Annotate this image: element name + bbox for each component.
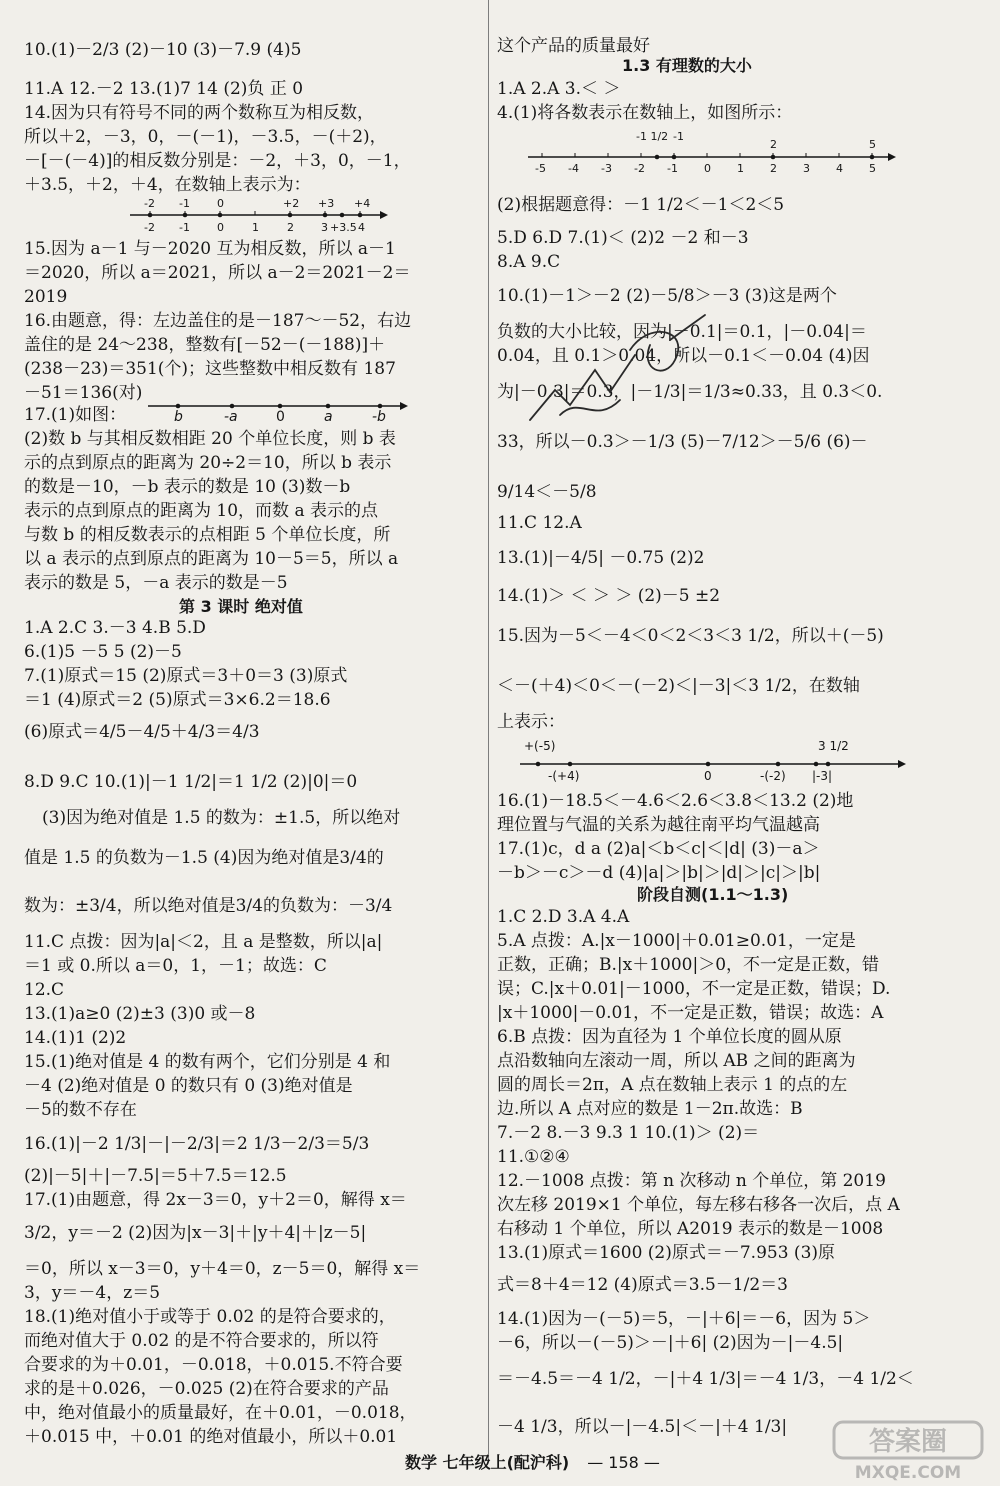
- l14-bottom-label: -2: [144, 221, 155, 234]
- left-text-line: －4 (2)绝对值是 0 的数只有 0 (3)绝对值是: [24, 1076, 353, 1096]
- l14-bottom-label: 4: [358, 221, 365, 234]
- l14-bottom-label: +3.5: [330, 221, 357, 234]
- l14-top-label: +4: [354, 197, 371, 210]
- left-text-line: ＝0，所以 x－3＝0，y＋4＝0，z－5＝0，解得 x＝: [24, 1259, 421, 1279]
- right-text-line: ＝－4.5＝－4 1/2，－|＋4 1/3|＝－4 1/3，－4 1/2＜: [497, 1369, 914, 1389]
- left-text-line: 17.(1)由题意，得 2x－3＝0，y＋2＝0，解得 x＝: [24, 1190, 407, 1210]
- left-text-line: 值是 1.5 的负数为－1.5 (4)因为绝对值是3/4的: [24, 848, 384, 868]
- l14-top-label: +2: [283, 197, 300, 210]
- right-text-line: 11.C 12.A: [497, 513, 582, 533]
- right-text-line: 点沿数轴向左滚动一周，所以 AB 之间的距离为: [497, 1051, 856, 1071]
- l14-bottom-label: 3: [321, 221, 328, 234]
- left-text-line: (3)因为绝对值是 1.5 的数为：±1.5，所以绝对: [42, 808, 401, 828]
- r15-bottom-label: 0: [704, 769, 712, 783]
- l17-label: 0: [276, 409, 285, 424]
- left-text-line: 17.(1)如图：: [24, 405, 127, 425]
- left-text-line: (6)原式＝4/5－4/5＋4/3＝4/3: [24, 722, 260, 742]
- left-text-line: ＝1 或 0.所以 a＝0，1，－1；故选：C: [24, 956, 327, 976]
- r15-bottom-label: -(-2): [760, 769, 786, 783]
- right-text-line: 1.3 有理数的大小: [622, 56, 752, 75]
- r4-bottom-label: -4: [568, 162, 579, 175]
- left-text-line: ＋3.5，＋2，＋4，在数轴上表示为：: [24, 175, 311, 195]
- right-text-line: 13.(1)原式＝1600 (2)原式＝－7.953 (3)原: [497, 1243, 836, 1263]
- left-text-line: －51＝136(对): [24, 383, 143, 403]
- left-text-line: 3/2，y＝－2 (2)因为|x－3|＋|y＋4|＋|z－5|: [24, 1223, 367, 1243]
- left-text-line: 2019: [24, 287, 68, 307]
- right-text-line: 12.－1008 点拨：第 n 次移动 n 个单位，第 2019: [497, 1171, 886, 1191]
- l14-bottom-label: 2: [287, 221, 294, 234]
- r15-top-label: 3 1/2: [818, 739, 849, 753]
- left-text-line: 表示的数是 5，－a 表示的数是－5: [24, 573, 288, 593]
- right-text-line: (2)根据题意得：－1 1/2＜－1＜2＜5: [497, 195, 785, 215]
- right-text-line: 8.A 9.C: [497, 252, 561, 272]
- r4-top-label: -1 1/2: [636, 130, 669, 143]
- left-text-line: 11.A 12.－2 13.(1)7 14 (2)负 正 0: [24, 79, 304, 99]
- left-text-line: 7.(1)原式＝15 (2)原式＝3＋0＝3 (3)原式: [24, 666, 348, 686]
- left-text-line: 8.D 9.C 10.(1)|－1 1/2|＝1 1/2 (2)|0|＝0: [24, 772, 358, 792]
- right-text-line: 边.所以 A 点对应的数是 1－2π.故选：B: [497, 1099, 803, 1119]
- right-text-line: 13.(1)|－4/5| －0.75 (2)2: [497, 548, 705, 568]
- r4-bottom-label: 5: [869, 162, 876, 175]
- r4-top-label: -1: [673, 130, 684, 143]
- page-number: — 158 —: [587, 1453, 660, 1472]
- left-text-line: ＋0.015 中，＋0.01 的绝对值最小，所以＋0.01: [24, 1427, 398, 1447]
- l14-top-label: -1: [179, 197, 190, 210]
- right-text-line: 4.(1)将各数表示在数轴上，如图所示：: [497, 103, 793, 123]
- right-text-line: 理位置与气温的关系为越往南平均气温越高: [497, 815, 820, 835]
- right-text-line: 次左移 2019×1 个单位，每左移右移各一次后，点 A: [497, 1195, 900, 1215]
- left-text-line: 3，y＝－4，z＝5: [24, 1283, 161, 1303]
- right-text-line: －b＞－c＞－d (4)|a|＞|b|＞|d|＞|c|＞|b|: [497, 863, 821, 883]
- left-text-line: 15.(1)绝对值是 4 的数有两个，它们分别是 4 和: [24, 1052, 391, 1072]
- l14-bottom-label: 1: [252, 221, 259, 234]
- right-text-line: 5.A 点拨：A.|x－1000|＋0.01≥0.01，一定是: [497, 931, 856, 951]
- left-text-line: 1.A 2.C 3.－3 4.B 5.D: [24, 618, 206, 638]
- right-text-line: －4 1/3，所以－|－4.5|＜－|＋4 1/3|: [497, 1417, 788, 1437]
- l14-top-label: 0: [217, 197, 224, 210]
- right-text-line: 这个产品的质量最好: [497, 36, 650, 56]
- l17-label: a: [324, 409, 333, 424]
- right-text-line: 为|－0.3|＝0.3，|－1/3|＝1/3≈0.33，且 0.3＜0.: [497, 382, 883, 402]
- right-text-line: 右移动 1 个单位，所以 A2019 表示的数是－1008: [497, 1219, 884, 1239]
- number-line-l17: [148, 398, 408, 424]
- r15-top-label: +(-5): [524, 739, 556, 753]
- left-text-line: 6.(1)5 －5 5 (2)－5: [24, 642, 182, 662]
- column-divider: [488, 0, 489, 1460]
- left-text-line: 以 a 表示的点到原点的距离为 10－5＝5，所以 a: [24, 549, 399, 569]
- r4-bottom-label: 1: [737, 162, 744, 175]
- left-text-line: 15.因为 a－1 与－2020 互为相反数，所以 a－1: [24, 239, 396, 259]
- right-text-line: 10.(1)－1＞－2 (2)－5/8＞－3 (3)这是两个: [497, 286, 837, 306]
- right-text-line: 负数的大小比较，因为|－0.1|＝0.1，|－0.04|＝: [497, 322, 867, 342]
- right-text-line: 1.C 2.D 3.A 4.A: [497, 907, 630, 927]
- right-text-line: 15.因为－5＜－4＜0＜2＜3＜3 1/2，所以＋(－5): [497, 626, 884, 646]
- l14-ticks: [148, 211, 363, 217]
- number-line-r4: [528, 128, 898, 178]
- left-text-line: 数为：±3/4，所以绝对值是3/4的负数为：－3/4: [24, 896, 393, 916]
- right-text-line: |x＋1000|－0.01，不一定是正数，错误；故选：A: [497, 1003, 884, 1023]
- left-text-line: －[－(－4)]的相反数分别是：－2，＋3，0，－1，: [24, 151, 411, 171]
- right-text-line: ＜－(＋4)＜0＜－(－2)＜|－3|＜3 1/2，在数轴: [497, 676, 860, 696]
- svg-text:MXQE.COM: MXQE.COM: [854, 1463, 962, 1482]
- left-text-line: 的数是－10，－b 表示的数是 10 (3)数－b: [24, 477, 351, 497]
- svg-text:答案圈: 答案圈: [868, 1427, 948, 1457]
- left-text-line: 示的点到原点的距离为 20÷2＝10，所以 b 表示: [24, 453, 392, 473]
- l17-label: -b: [372, 409, 386, 424]
- right-text-line: 33，所以－0.3＞－1/3 (5)－7/12＞－5/6 (6)－: [497, 432, 868, 452]
- left-text-line: 10.(1)－2/3 (2)－10 (3)－7.9 (4)5: [24, 40, 302, 60]
- left-text-line: 11.C 点拨：因为|a|＜2，且 a 是整数，所以|a|: [24, 932, 383, 952]
- left-text-line: (2)|－5|＋|－7.5|＝5＋7.5＝12.5: [24, 1166, 287, 1186]
- left-text-line: 16.(1)|－2 1/3|－|－2/3|＝2 1/3－2/3＝5/3: [24, 1134, 370, 1154]
- left-text-line: 中，绝对值最小的质量最好，在＋0.01，－0.018，: [24, 1403, 417, 1423]
- r4-bottom-label: -1: [667, 162, 678, 175]
- r4-top-label: 5: [869, 138, 876, 151]
- r4-bottom-label: -2: [634, 162, 645, 175]
- r4-bottom-label: -5: [535, 162, 546, 175]
- right-text-line: 误；C.|x＋0.01|－1000，不一定是正数，错误；D.: [497, 979, 891, 999]
- right-text-line: 阶段自测(1.1～1.3): [637, 885, 789, 904]
- left-text-line: －5的数不存在: [24, 1100, 137, 1120]
- right-text-line: －6，所以－(－5)＞－|＋6| (2)因为－|－4.5|: [497, 1333, 844, 1353]
- l14-top-label: -2: [144, 197, 155, 210]
- right-text-line: 上表示：: [497, 712, 565, 732]
- l14-bottom-label: -1: [179, 221, 190, 234]
- l14-top-label: +3: [318, 197, 335, 210]
- page-footer: [405, 1450, 660, 1473]
- r4-bottom-label: 0: [704, 162, 711, 175]
- left-text-line: 求的是＋0.026，－0.025 (2)在符合要求的产品: [24, 1379, 389, 1399]
- number-line-l14: [130, 197, 390, 237]
- right-text-line: 17.(1)c，d a (2)a|＜b＜c|＜|d| (3)－a＞: [497, 839, 820, 859]
- right-text-line: 圆的周长＝2π，A 点在数轴上表示 1 的点的左: [497, 1075, 848, 1095]
- right-text-line: 式＝8＋4＝12 (4)原式＝3.5－1/2＝3: [497, 1275, 788, 1295]
- left-text-line: ＝2020，所以 a＝2021，所以 a－2＝2021－2＝: [24, 263, 411, 283]
- left-text-line: 所以＋2，－3，0，－(－1)，－3.5，－(＋2)，: [24, 127, 387, 147]
- left-text-line: 第 3 课时 绝对值: [179, 597, 303, 616]
- right-text-line: 16.(1)－18.5＜－4.6＜2.6＜3.8＜13.2 (2)地: [497, 791, 854, 811]
- left-text-line: 18.(1)绝对值小于或等于 0.02 的是符合要求的，: [24, 1307, 396, 1327]
- left-text-line: 12.C: [24, 980, 65, 1000]
- left-text-line: (2)数 b 与其相反数相距 20 个单位长度，则 b 表: [24, 429, 396, 449]
- l17-label: b: [174, 409, 183, 424]
- left-text-line: 14.(1)1 (2)2: [24, 1028, 127, 1048]
- r15-bottom-label: |-3|: [812, 769, 833, 783]
- left-text-line: 合要求的为＋0.01，－0.018，＋0.015.不符合要: [24, 1355, 403, 1375]
- left-text-line: 13.(1)a≥0 (2)±3 (3)0 或－8: [24, 1004, 256, 1024]
- r4-bottom-label: 4: [836, 162, 843, 175]
- right-text-line: 14.(1)因为－(－5)＝5，－|＋6|＝－6，因为 5＞: [497, 1309, 871, 1329]
- right-text-line: 6.B 点拨：因为直径为 1 个单位长度的圆从原: [497, 1027, 842, 1047]
- left-text-line: (238－23)＝351(个)；这些整数中相反数有 187: [24, 359, 396, 379]
- r4-bottom-label: 3: [803, 162, 810, 175]
- left-text-line: 而绝对值大于 0.02 的是不符合要求的，所以符: [24, 1331, 379, 1351]
- right-text-line: 1.A 2.A 3.＜ ＞: [497, 79, 621, 99]
- r4-bottom-label: -3: [601, 162, 612, 175]
- right-text-line: 5.D 6.D 7.(1)＜ (2)2 －2 和－3: [497, 228, 749, 248]
- l14-bottom-label: 0: [217, 221, 224, 234]
- right-text-line: 7.－2 8.－3 9.3 1 10.(1)＞ (2)＝: [497, 1123, 760, 1143]
- r15-bottom-label: -(+4): [548, 769, 580, 783]
- left-text-line: ＝1 (4)原式＝2 (5)原式＝3×6.2＝18.6: [24, 690, 331, 710]
- left-text-line: 与数 b 的相反数表示的点相距 5 个单位长度，所: [24, 525, 391, 545]
- number-line-r15: [510, 736, 910, 788]
- handwritten-signature: [500, 300, 720, 440]
- footer-subject: 数学 七年级上(配沪科): [405, 1453, 570, 1472]
- r4-bottom-label: 2: [770, 162, 777, 175]
- left-text-line: 14.因为只有符号不同的两个数称互为相反数，: [24, 103, 375, 123]
- left-text-line: 表示的点到原点的距离为 10，而数 a 表示的点: [24, 501, 378, 521]
- r4-top-label: 2: [770, 138, 777, 151]
- right-text-line: 9/14＜－5/8: [497, 482, 597, 502]
- right-text-line: 11.①②④: [497, 1147, 570, 1167]
- l17-label: -a: [224, 409, 238, 424]
- watermark-logo: [828, 1420, 988, 1482]
- left-text-line: 盖住的是 24～238，整数有[－52－(－188)]＋: [24, 335, 386, 355]
- right-text-line: 14.(1)＞ ＜ ＞ ＞ (2)－5 ±2: [497, 586, 721, 606]
- right-text-line: 0.04，且 0.1＞0.04，所以－0.1＜－0.04 (4)因: [497, 346, 870, 366]
- right-text-line: 正数，正确；B.|x＋1000|＞0，不一定是正数，错: [497, 955, 880, 975]
- left-text-line: 16.由题意，得：左边盖住的是－187～－52，右边: [24, 311, 412, 331]
